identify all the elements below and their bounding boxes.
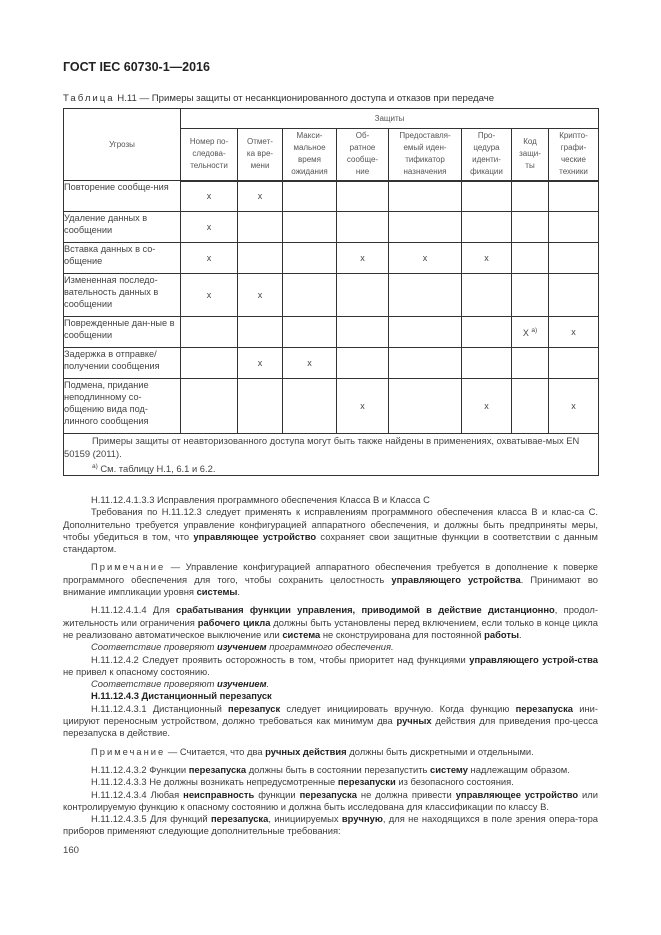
paragraph: Н.11.12.4.3.2 Функции перезапуска должны быть в состоянии перезапустить систему надлежащим образом. <box>91 763 570 775</box>
threat-cell: Измененная последо-вательность данных в сообщении <box>64 274 181 317</box>
protection-mark-cell <box>283 317 337 348</box>
protection-mark-cell: x <box>238 348 283 379</box>
protections-group-header: Защиты <box>181 109 599 129</box>
protection-mark-cell <box>462 348 512 379</box>
protection-mark-cell <box>512 181 549 212</box>
protection-mark-cell <box>337 274 389 317</box>
protection-mark-cell <box>238 379 283 434</box>
threat-cell: Повторение сообще-ния <box>64 181 181 212</box>
page-number: 160 <box>63 845 80 856</box>
protection-mark-cell <box>283 181 337 212</box>
protection-mark-cell <box>283 243 337 274</box>
protection-mark-cell <box>389 181 462 212</box>
protection-mark-cell <box>238 243 283 274</box>
protection-mark-cell: x <box>283 348 337 379</box>
protection-mark-cell: x <box>181 212 238 243</box>
protection-mark-cell <box>549 348 599 379</box>
protection-mark-cell <box>283 379 337 434</box>
paragraph: Н.11.12.4.3.4 Любая неисправность функции перезапуска не должна привести управляющее устройство или контролируемую функцию к опасному состоянию и должна быть исследована для классификации по классу В. <box>63 788 598 812</box>
table-row <box>64 212 599 243</box>
threat-cell: Удаление данных в сообщении <box>64 212 181 243</box>
protection-mark-cell: x <box>181 243 238 274</box>
table-note-text: Примеры защиты от неавторизованного доступа могут быть также найдены в применениях, охватывае-мых EN 50159 (2011). <box>64 435 580 459</box>
threat-cell: Задержка в отправке/ получении сообщения <box>64 348 181 379</box>
protection-mark-cell <box>462 317 512 348</box>
table-caption <box>63 93 494 104</box>
protection-mark-cell: x <box>181 274 238 317</box>
compliance-paragraph: Соответствие проверяют изучением программного обеспечения. <box>91 641 394 653</box>
protection-mark-cell <box>462 212 512 243</box>
section-title-1: Н.11.12.4.1.3.3 Исправления программного обеспечения Класса В и Класса С <box>91 494 430 505</box>
threats-column-header: Угрозы <box>64 109 181 181</box>
protection-mark-cell: x <box>238 181 283 212</box>
table-row <box>64 348 599 379</box>
protection-mark-cell <box>283 274 337 317</box>
paragraph: Н.11.12.4.1.4 Для срабатывания функции управления, приводимой в действие дистанционно, продол-жительность или ограничения рабочего цикла должны быть установлены перед включением, если только в конце цикла не реализовано автоматическое выключение или система не сконструирована для постоянной работы. <box>63 604 599 640</box>
protection-mark-cell <box>512 348 549 379</box>
protection-column-header: Макси- мальное время ожидания <box>283 129 337 181</box>
protection-mark-cell <box>389 317 462 348</box>
protection-mark-cell <box>549 274 599 317</box>
caption-prefix: Таблица <box>63 93 115 104</box>
protection-column-header: Код защи- ты <box>512 129 549 181</box>
paragraph: Требования по Н.11.12.3 следует применять к исправлениям программного обеспечения класса В и клас-са С. Дополнительно требуется управление конфигурацией аппаратного обеспечения, и должны быть предприняты меры, чтобы убедиться в том, что управляющее устройство сохраняет свои защитные функции в соответствии с данным стандартом. <box>63 506 598 555</box>
threat-cell: Подмена, придание неподлинному со-общению вида под-линного сообщения <box>64 379 181 434</box>
paragraph: Н.11.12.4.3.1 Дистанционный перезапуск следует инициировать вручную. Когда функцию перезапуска ини-циируют переносным устройством, должно требоваться как минимум два ручных действия для приведения про-цесса перезапуска в действие. <box>63 702 598 739</box>
protection-mark-cell <box>389 212 462 243</box>
protection-mark-cell <box>512 243 549 274</box>
note-paragraph: Примечание — Считается, что два ручных действия должны быть дискретными и отдельными. <box>91 745 534 757</box>
table-row <box>64 379 599 434</box>
protection-mark-cell: x <box>337 243 389 274</box>
document-header: ГОСТ IEC 60730-1—2016 <box>63 60 210 74</box>
protection-mark-cell <box>181 348 238 379</box>
protection-column-header: Номер по- следова- тельности <box>181 129 238 181</box>
protection-mark-cell <box>337 181 389 212</box>
protection-column-header: Про- цедура иденти- фикации <box>462 129 512 181</box>
protection-mark-cell <box>337 348 389 379</box>
note-paragraph: Примечание — Управление конфигурацией аппаратного обеспечения требуется в дополнение к поверке программного обеспечения для того, чтобы сохранить целостность управляющего устройства. Принимают во внимание импликации уровня системы. <box>63 561 598 598</box>
caption-text: Н.11 — Примеры защиты от несанкционированного доступа и отказов при передаче <box>114 93 495 104</box>
protection-mark-cell <box>389 274 462 317</box>
protection-mark-cell <box>389 379 462 434</box>
protection-mark-cell <box>549 243 599 274</box>
protection-mark-cell <box>337 317 389 348</box>
protection-column-header: Крипто- графи- ческие техники <box>549 129 599 181</box>
threat-cell: Поврежденные дан-ные в сообщении <box>64 317 181 348</box>
protection-mark-cell <box>512 274 549 317</box>
paragraph: Н.11.12.4.3.5 Для функций перезапуска, инициируемых вручную, для не находящихся в поле зрения опера-тора приборов применяют следующие дополнительные требования: <box>63 813 598 837</box>
footnote-mark: а) <box>92 463 98 470</box>
protection-table <box>63 108 599 476</box>
protection-mark-cell <box>549 181 599 212</box>
footnote-ref: а) <box>531 326 538 334</box>
protection-mark-cell <box>549 212 599 243</box>
protection-mark-cell <box>238 212 283 243</box>
table-note <box>64 434 599 476</box>
protection-mark-cell <box>181 379 238 434</box>
paragraph: Н.11.12.4.2 Следует проявить осторожность в том, чтобы приоритет над функциями управляющего устрой-ства не привел к опасному состоянию. <box>63 653 598 677</box>
protection-mark-cell <box>337 212 389 243</box>
protection-column-header: Об- ратное сообще- ние <box>337 129 389 181</box>
protection-mark-cell: x <box>238 274 283 317</box>
protection-mark-cell <box>462 181 512 212</box>
protection-mark-cell <box>512 379 549 434</box>
protection-mark-cell: x <box>549 317 599 348</box>
protection-mark-cell: x <box>462 379 512 434</box>
table-row <box>64 181 599 212</box>
protection-mark-cell: x <box>462 243 512 274</box>
table-footnote <box>64 460 598 475</box>
protection-mark-cell: x <box>181 181 238 212</box>
protection-mark-cell: x <box>549 379 599 434</box>
table-row <box>64 274 599 317</box>
protection-mark-cell <box>512 212 549 243</box>
protection-mark-cell: x <box>337 379 389 434</box>
section-heading: Н.11.12.4.3 Дистанционный перезапуск <box>91 690 272 702</box>
protection-column-header: Предоставля- емый иден- тификатор назначения <box>389 129 462 181</box>
paragraph: Н.11.12.4.3.3 Не должны возникать непредусмотренные перезапуски из безопасного состояния. <box>91 776 514 788</box>
protection-column-header: Отмет- ка вре- мени <box>238 129 283 181</box>
protection-mark-cell <box>181 317 238 348</box>
footnote-text: См. таблицу Н.1, 6.1 и 6.2. <box>97 463 216 474</box>
table-row <box>64 243 599 274</box>
protection-mark-cell <box>462 274 512 317</box>
protection-mark-cell: X $^{а)}$ <box>512 317 549 348</box>
protection-mark-cell <box>283 212 337 243</box>
protection-mark-cell <box>238 317 283 348</box>
body-text <box>63 494 598 838</box>
threat-cell: Вставка данных в со-общение <box>64 243 181 274</box>
compliance-paragraph: Соответствие проверяют изучением. <box>91 678 270 690</box>
table-row <box>64 317 599 348</box>
protection-mark-cell: x <box>389 243 462 274</box>
protection-mark-cell <box>389 348 462 379</box>
